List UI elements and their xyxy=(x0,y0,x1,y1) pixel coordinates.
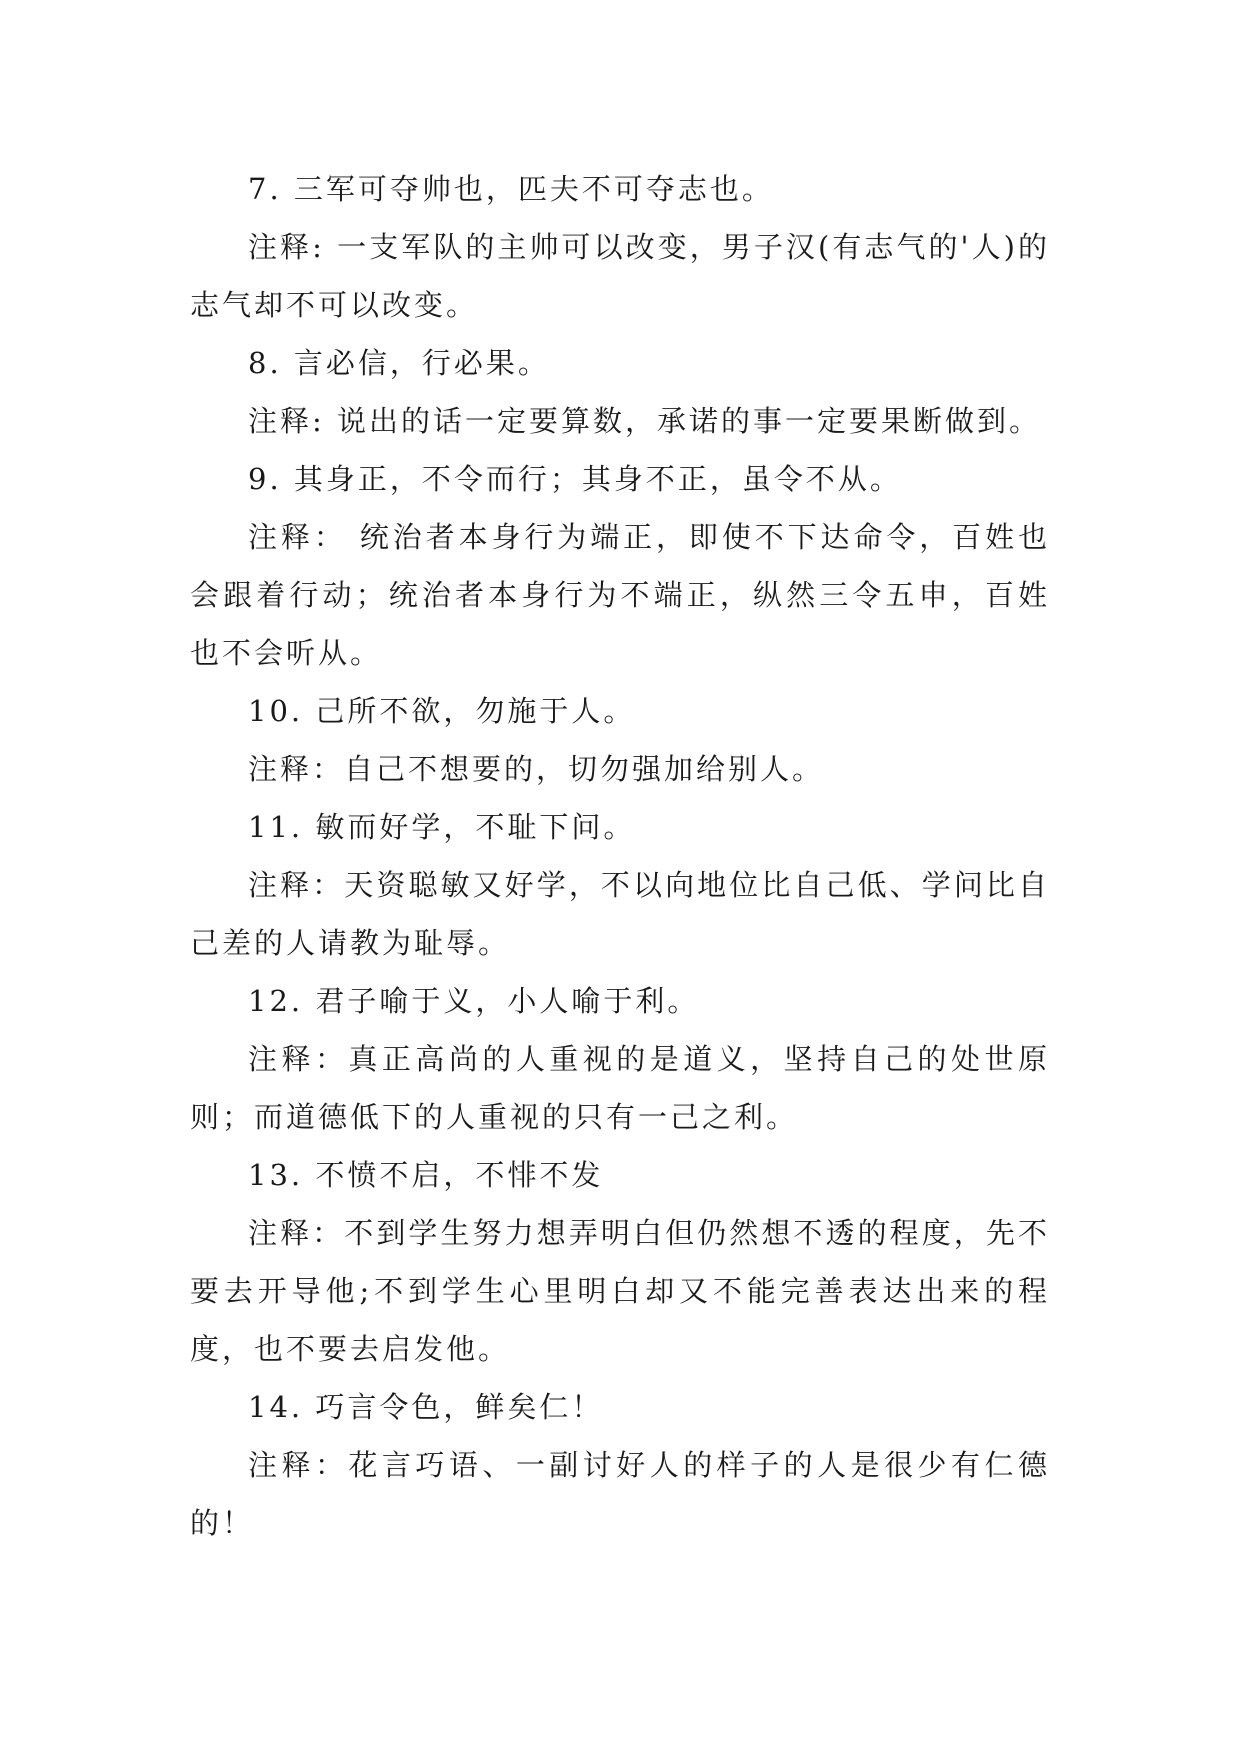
quote-9: 9. 其身正，不令而行；其身不正，虽令不从。 xyxy=(248,462,902,496)
note-11: 注释：天资聪敏又好学，不以向地位比自己低、学问比自己差的人请教为耻辱。 xyxy=(190,868,1050,960)
quote-13: 13. 不愤不启，不悱不发 xyxy=(248,1158,604,1192)
quote-12: 12. 君子喻于义，小人喻于利。 xyxy=(248,984,700,1018)
quote-10: 10. 己所不欲，勿施于人。 xyxy=(248,694,636,728)
note-12: 注释：真正高尚的人重视的是道义，坚持自己的处世原则；而道德低下的人重视的只有一己之利。 xyxy=(190,1042,1050,1134)
note-10: 注释：自己不想要的，切勿强加给别人。 xyxy=(248,752,825,786)
quote-8: 8. 言必信，行必果。 xyxy=(248,346,550,380)
note-9: 注释： 统治者本身行为端正，即使不下达命令，百姓也会跟着行动；统治者本身行为不端正，纵然三令五申，百姓也不会听从。 xyxy=(190,520,1050,670)
quote-11: 11. 敏而好学，不耻下问。 xyxy=(248,810,636,844)
note-14: 注释：花言巧语、一副讨好人的样子的人是很少有仁德的！ xyxy=(190,1448,1050,1540)
note-13: 注释：不到学生努力想弄明白但仍然想不透的程度，先不要去开导他;不到学生心里明白却又不能完善表达出来的程度，也不要去启发他。 xyxy=(190,1216,1050,1366)
note-8: 注释: 说出的话一定要算数，承诺的事一定要果断做到。 xyxy=(248,404,1041,438)
document-body xyxy=(190,160,1050,1552)
quote-7: 7. 三军可夺帅也，匹夫不可夺志也。 xyxy=(248,172,774,206)
quote-14: 14. 巧言令色，鲜矣仁！ xyxy=(248,1390,604,1424)
note-7: 注释: 一支军队的主帅可以改变，男子汉(有志气的'人)的志气却不可以改变。 xyxy=(190,230,1050,322)
